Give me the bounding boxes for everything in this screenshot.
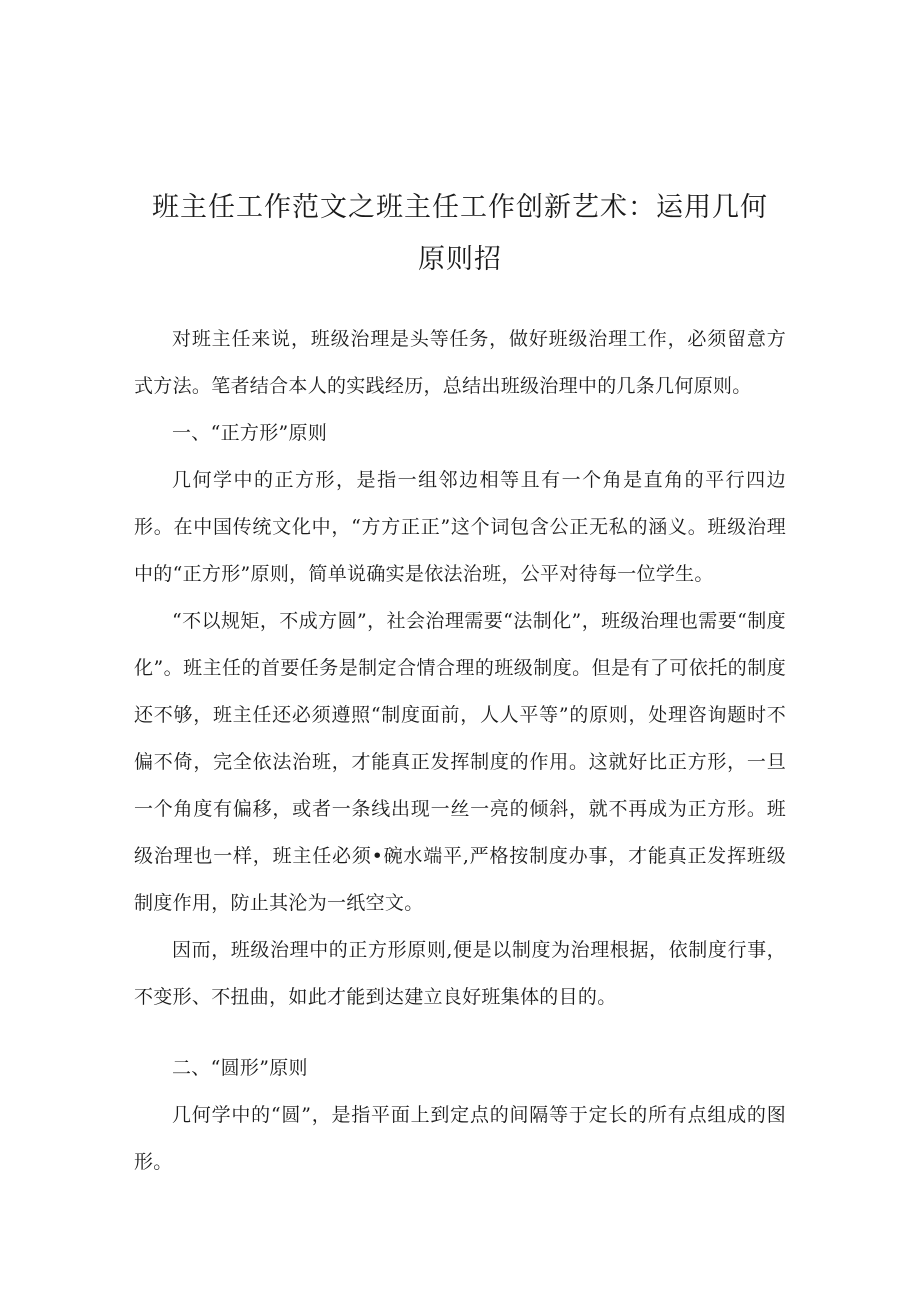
- rules-paragraph: “不以规矩，不成方圆”，社会治理需要“法制化”，班级治理也需要“制度化”。班主任的首要任务是制定合情合理的班级制度。但是有了可依托的制度还不够，班主任还必须遵照“制度面前，人人平等”的原则，处理咨询题时不偏不倚，完全依法治班，才能真正发挥制度的作用。这就好比正方形，一旦一个角度有偏移，或者一条线出现一丝一亮的倾斜，就不再成为正方形。班级治理也一样，班主任必须•碗水端平,严格按制度办事，才能真正发挥班级制度作用，防止其沦为一纸空文。: [134, 610, 786, 914]
- document-body: [134, 316, 786, 1186]
- square-definition-paragraph: 几何学中的正方形，是指一组邻边相等且有一个角是直角的平行四边形。在中国传统文化中，“方方正正”这个词包含公正无私的涵义。班级治理中的“正方形”原则，简单说确实是依法治班，公平对待每一位学生。: [134, 469, 786, 585]
- square-conclusion-paragraph: 因而，班级治理中的正方形原则,便是以制度为治理根据，依制度行事，不变形、不扭曲，如此才能到达建立良好班集体的目的。: [134, 939, 786, 1008]
- intro-paragraph: 对班主任来说，班级治理是头等任务，做好班级治理工作，必须留意方式方法。笔者结合本人的实践经历，总结出班级治理中的几条几何原则。: [134, 328, 786, 397]
- document-title: 班主任工作范文之班主任工作创新艺术：运用几何原则招: [152, 192, 768, 275]
- circle-definition-paragraph: 几何学中的“圆”，是指平面上到定点的间隔等于定长的所有点组成的图形。: [134, 1104, 786, 1173]
- section-heading-circle: 二、“圆形”原则: [172, 1057, 308, 1079]
- section-heading-square: 一、“正方形”原则: [172, 422, 328, 444]
